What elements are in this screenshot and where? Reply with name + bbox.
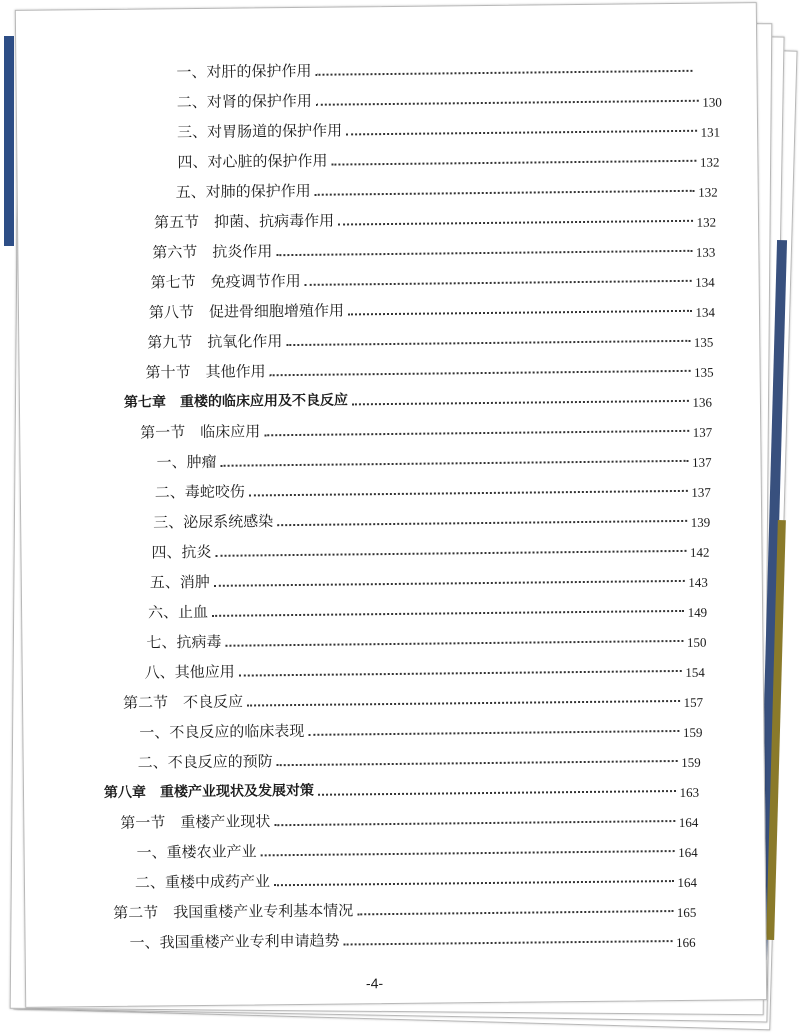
toc-entry [176, 58, 696, 81]
toc-entry-page: 164 [678, 814, 699, 831]
toc-entry-label: 一、我国重楼产业专利申请趋势 [129, 931, 340, 952]
dot-leader [216, 550, 686, 557]
toc-entry [152, 238, 715, 262]
toc-entry-label: 第七章 重楼的临床应用及不良反应 [123, 392, 348, 411]
toc-entry-page: 164 [678, 844, 698, 861]
dot-leader [249, 490, 687, 497]
toc-entry-label: 第一节 重楼产业现状 [120, 812, 271, 832]
toc-entry-label: 三、对胃肠道的保护作用 [176, 121, 343, 142]
toc-entry-page: 133 [695, 244, 716, 260]
toc-entry-label: 第二节 不良反应 [122, 692, 244, 712]
dot-leader [264, 430, 688, 436]
toc-entry-page: 132 [698, 184, 718, 200]
toc-entry-page: 137 [691, 484, 711, 500]
toc-entry [176, 178, 718, 202]
toc-entry-page: 164 [677, 874, 698, 891]
toc-entry-page: 165 [676, 904, 697, 921]
dot-leader [270, 370, 690, 376]
page-number: -4- [365, 975, 384, 992]
dot-leader [277, 760, 677, 766]
toc-entry [150, 568, 708, 592]
toc-entry [146, 358, 714, 382]
toc-entry [137, 838, 698, 862]
toc-entry-label: 三、泌尿系统感染 [153, 512, 274, 532]
toc-entry-page: 159 [681, 754, 701, 770]
toc-entry-label: 二、不良反应的预防 [137, 752, 273, 772]
toc-entry-label: 第五节 抑菌、抗病毒作用 [153, 211, 335, 232]
toc-entry-label: 一、对肝的保护作用 [176, 61, 312, 82]
toc-entry [140, 418, 712, 442]
toc-entry-label: 第十节 其他作用 [145, 362, 266, 382]
dot-leader [316, 100, 698, 106]
toc-entry [129, 928, 695, 952]
toc-entry-page: 135 [693, 334, 714, 350]
dot-leader [274, 880, 673, 886]
toc-entry-page: 157 [683, 694, 704, 710]
book-cover-edge [4, 36, 14, 246]
dot-leader [318, 790, 676, 796]
toc-entry-label: 第二节 我国重楼产业专利基本情况 [113, 901, 354, 922]
toc-entry-page: 131 [700, 124, 721, 140]
dot-leader [221, 460, 688, 467]
toc-entry-page: 134 [695, 274, 715, 290]
toc-entry-page: 135 [694, 364, 714, 380]
dot-leader [261, 850, 674, 856]
toc-entry-page: 137 [691, 454, 712, 470]
dot-leader [225, 640, 682, 647]
toc-entry-page: 159 [682, 724, 703, 740]
toc-entry [154, 208, 716, 232]
dot-leader [212, 610, 683, 617]
toc-entry [149, 298, 715, 322]
toc-entry-page: 137 [692, 424, 713, 440]
toc-entry-label: 第八章 重楼产业现状及发展对策 [103, 782, 315, 802]
toc-entry-page: 139 [690, 514, 711, 530]
dot-leader [344, 940, 672, 945]
toc-entry-page: 142 [689, 544, 710, 560]
toc-entry-page: 132 [696, 214, 717, 230]
toc-entry [147, 328, 713, 352]
dot-leader [308, 730, 678, 736]
toc-entry-label: 五、消肿 [149, 572, 210, 592]
toc-entry-label: 七、抗病毒 [146, 632, 222, 652]
toc-entry [155, 478, 711, 502]
dot-leader [286, 340, 689, 346]
dot-leader [277, 520, 686, 526]
toc-entry-label: 第八节 促进骨细胞增殖作用 [148, 301, 345, 322]
toc-entry-label: 第六节 抗炎作用 [152, 242, 273, 262]
toc-entry [145, 658, 705, 682]
toc-entry [138, 748, 701, 772]
toc-entry-label: 四、对心脏的保护作用 [177, 151, 328, 172]
dot-leader [348, 310, 691, 316]
toc-entry [120, 808, 698, 832]
toc-entry [177, 118, 720, 142]
dot-leader [315, 70, 692, 76]
dot-leader [315, 190, 694, 196]
toc-entry-page: 134 [695, 304, 716, 320]
toc-entry-label: 第九节 抗氧化作用 [147, 332, 283, 352]
dot-leader [352, 400, 689, 406]
toc-page [15, 2, 767, 1008]
toc-entry-page: 166 [676, 934, 696, 951]
toc-entry [153, 508, 710, 532]
toc-entry [146, 628, 706, 652]
dot-leader [239, 670, 681, 677]
toc-entry-label: 二、重楼中成药产业 [134, 872, 271, 892]
toc-entry-label: 八、其他应用 [144, 662, 235, 682]
toc-entry [151, 538, 709, 562]
dot-leader [305, 280, 691, 286]
dot-leader [274, 820, 674, 826]
toc-entry [177, 88, 722, 112]
toc-entry-label: 四、抗炎 [151, 542, 212, 562]
toc-entry-label: 第七节 免疫调节作用 [150, 271, 301, 292]
toc-entry [139, 718, 702, 742]
toc-entry [177, 148, 719, 172]
toc-entry-label: 一、肿瘤 [156, 452, 217, 472]
dot-leader [247, 700, 679, 707]
toc-entry-page: 143 [688, 574, 708, 590]
toc-entry-label: 二、毒蛇咬伤 [154, 482, 245, 502]
dot-leader [357, 910, 672, 915]
dot-leader [331, 160, 695, 166]
toc-entry-page: 132 [699, 154, 720, 170]
toc-entry-label: 第一节 临床应用 [140, 422, 261, 442]
toc-entry [156, 448, 711, 472]
toc-entry-page: 154 [685, 664, 705, 680]
toc-entry [151, 268, 715, 292]
toc-entry-page: 130 [702, 94, 722, 110]
toc-entry-label: 六、止血 [148, 602, 209, 622]
toc-entry-label: 五、对肺的保护作用 [175, 181, 311, 202]
dot-leader [214, 580, 684, 587]
table-of-contents [16, 3, 766, 1007]
toc-entry-page: 150 [686, 634, 707, 650]
dot-leader [338, 220, 692, 226]
toc-entry-page: 136 [692, 394, 713, 410]
toc-entry [113, 898, 696, 922]
toc-entry [123, 688, 703, 712]
toc-entry-label: 一、重楼农业产业 [136, 842, 257, 862]
toc-entry [148, 598, 707, 622]
toc-chapter-entry [104, 778, 699, 802]
toc-chapter-entry [124, 388, 712, 412]
toc-entry-page: 149 [687, 604, 708, 620]
dot-leader [276, 250, 691, 256]
dot-leader [346, 130, 696, 136]
toc-entry-label: 二、对肾的保护作用 [176, 91, 312, 112]
toc-entry-label: 一、不良反应的临床表现 [139, 721, 305, 742]
toc-entry-page: 163 [679, 784, 700, 800]
toc-entry [135, 868, 697, 892]
